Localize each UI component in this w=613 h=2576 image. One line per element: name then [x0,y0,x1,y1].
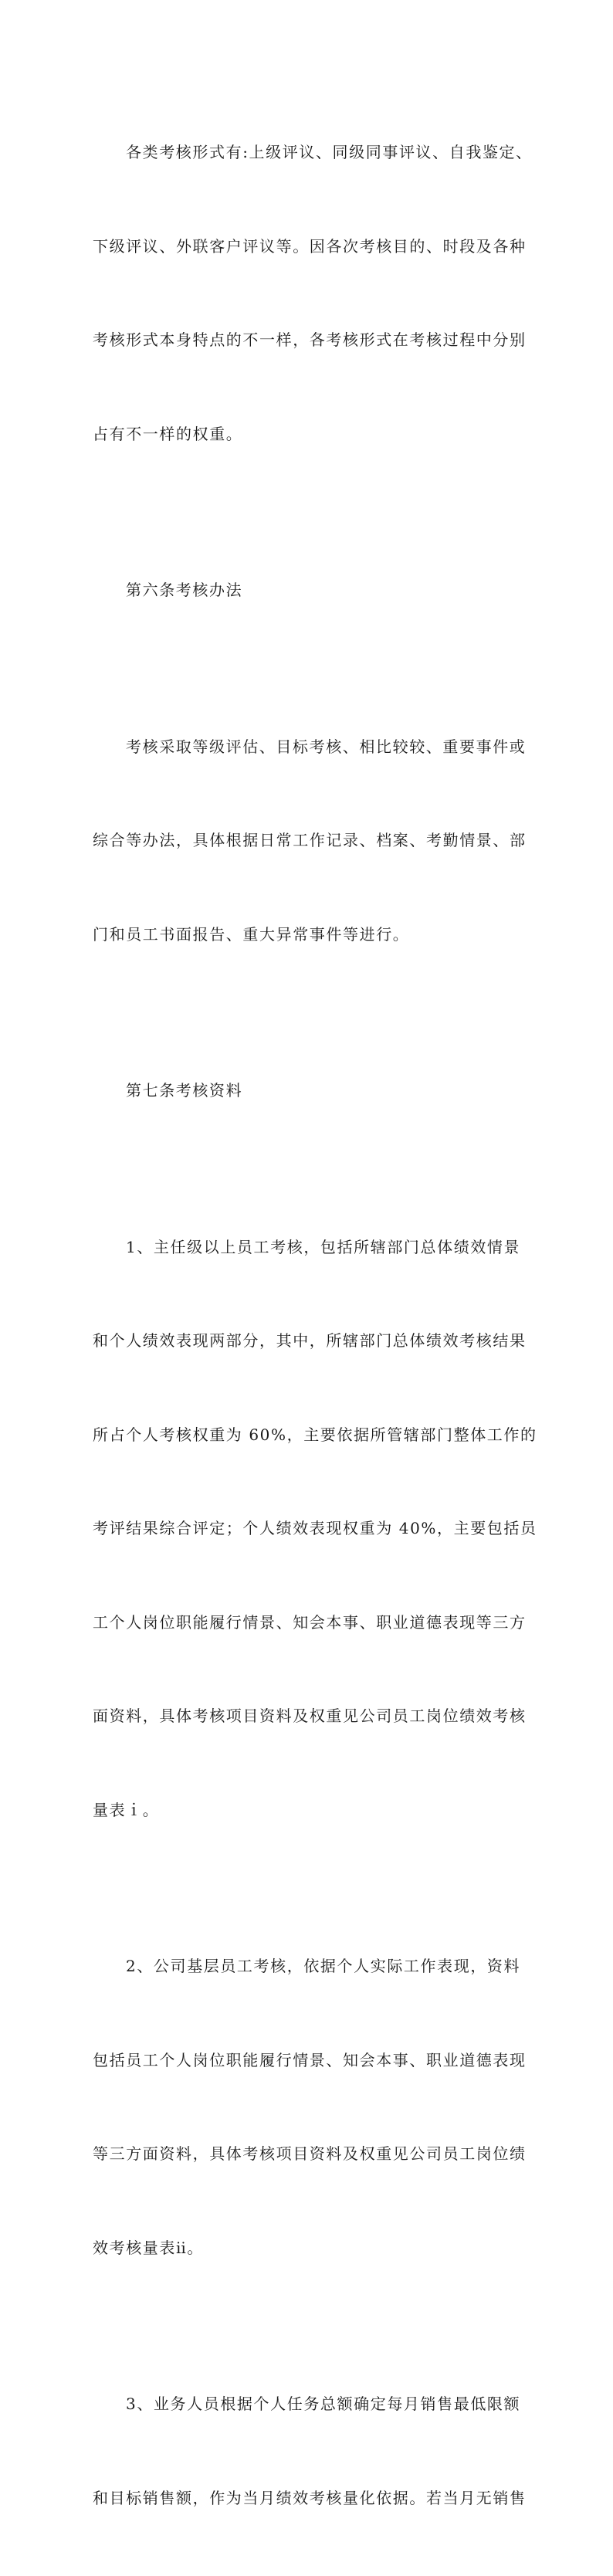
text-line: 效考核量表ⅱ。 [93,2238,204,2257]
text-line: 所占个人考核权重为 60%，主要依据所管辖部门整体工作的 [93,1425,537,1444]
paragraph-assessment-methods [93,669,525,1013]
section-heading-article-6 [93,512,525,669]
text-line: 和目标销售额，作为当月绩效考核量化依据。若当月无销售 [93,2488,527,2507]
text-line: 考评结果综合评定；个人绩效表现权重为 40%，主要包括员 [93,1519,537,1537]
paragraph-item-3-sales [93,2326,525,2576]
paragraph-item-1-supervisors [93,1169,537,1889]
text-line: 考核形式本身特点的不一样，各考核形式在考核过程中分别 [93,330,527,349]
text-line: 1、主任级以上员工考核，包括所辖部门总体绩效情景 [126,1237,521,1256]
paragraph-item-2-staff [93,1888,525,2326]
document-page [93,74,537,2576]
text-line: 各类考核形式有:上级评议、同级同事评议、自我鉴定、 [126,143,533,161]
text-line: 考核采取等级评估、目标考核、相比较较、重要事件或 [126,737,527,756]
text-line: 面资料，具体考核项目资料及权重见公司员工岗位绩效考核 [93,1707,527,1725]
text-line: 占有不一样的权重。 [93,424,243,443]
text-line: 下级评议、外联客户评议等。因各次考核目的、时段及各种 [93,236,527,256]
text-line: 工个人岗位职能履行情景、知会本事、职业道德表现等三方 [93,1612,527,1632]
text-line: 量表ｉ。 [93,1800,160,1819]
text-line: 3、业务人员根据个人任务总额确定每月销售最低限额 [126,2395,521,2413]
text-line: 门和员工书面报告、重大异常事件等进行。 [93,924,410,944]
text-line: 和个人绩效表现两部分，其中，所辖部门总体绩效考核结果 [93,1331,527,1350]
section-heading-article-7 [93,1012,525,1169]
heading-text: 第七条考核资料 [126,1081,243,1100]
heading-text: 第六条考核办法 [126,581,243,599]
text-line: 等三方面资料，具体考核项目资料及权重见公司员工岗位绩 [93,2144,527,2163]
text-line: 包括员工个人岗位职能履行情景、知会本事、职业道德表现 [93,2050,527,2069]
paragraph-assessment-forms [93,74,533,512]
text-line: 2、公司基层员工考核，依据个人实际工作表现，资料 [126,1957,521,1975]
text-line: 综合等办法，具体根据日常工作记录、档案、考勤情景、部 [93,831,527,849]
